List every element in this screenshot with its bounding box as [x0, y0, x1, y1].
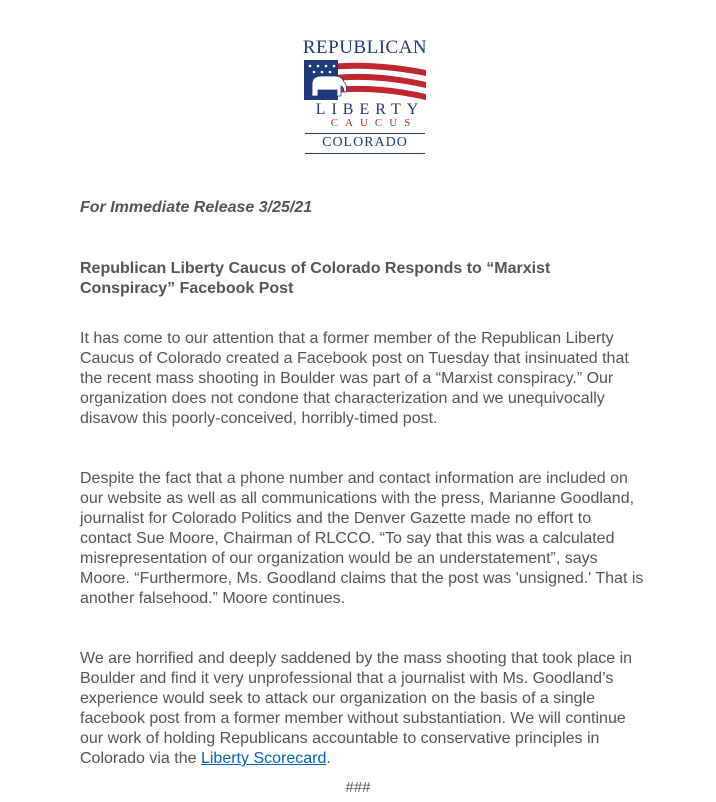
paragraph-3 — [80, 649, 646, 769]
press-release-headline: Republican Liberty Caucus of Colorado Responds to “Marxist Conspiracy” Facebook Post — [80, 260, 551, 297]
release-date: For Immediate Release 3/25/21 — [80, 199, 313, 216]
paragraph-1: It has come to our attention that a former member of the Republican Liberty Caucus of Colorado created a Facebook post on Tuesday that insinuated that the recent mass shooting in Boulder was part of a “Marxist conspiracy.” Our organization does not condone that characterization and we unequivocally disavow this poorly-conceived, horribly-timed post. — [80, 330, 629, 427]
flag-elephant-icon — [304, 60, 426, 100]
rlc-colorado-logo — [302, 38, 428, 156]
logo-colorado-text: COLORADO — [322, 135, 408, 150]
liberty-scorecard-link[interactable]: Liberty Scorecard — [200, 750, 327, 767]
paragraph-2: Despite the fact that a phone number and contact information are included on our website as well as all communications with the press, Marianne Goodland, journalist for Colorado Politics and the Denver Gazette made no effort to contact Sue Moore, Chairman of RLCCO. “To say that this was a calculated misrepresentation of our organization would be an understatement”, says Moore. “Furthermore, Ms. Goodland claims that the post was 'unsigned.' That is another falsehood.” Moore continues. — [80, 470, 644, 607]
end-mark: ### — [345, 779, 371, 796]
logo-divider-bottom — [305, 153, 425, 154]
logo-republican-text: REPUBLICAN — [302, 37, 428, 58]
logo-caucus-text: CAUCUS — [330, 117, 418, 129]
logo-liberty-text: LIBERTY — [315, 101, 425, 118]
paragraph-3-suffix: . — [326, 750, 331, 767]
paragraph-3-text: We are horrified and deeply saddened by the mass shooting that took place in Boulder and find it very unprofessional that a journalist with Ms. Goodland’s experience would seek to attack our organization on the basis of a single facebook post from a former member without substantiation. We will continue our work of holding Republicans accountable to conservative principles in Colorado via the — [80, 650, 633, 767]
